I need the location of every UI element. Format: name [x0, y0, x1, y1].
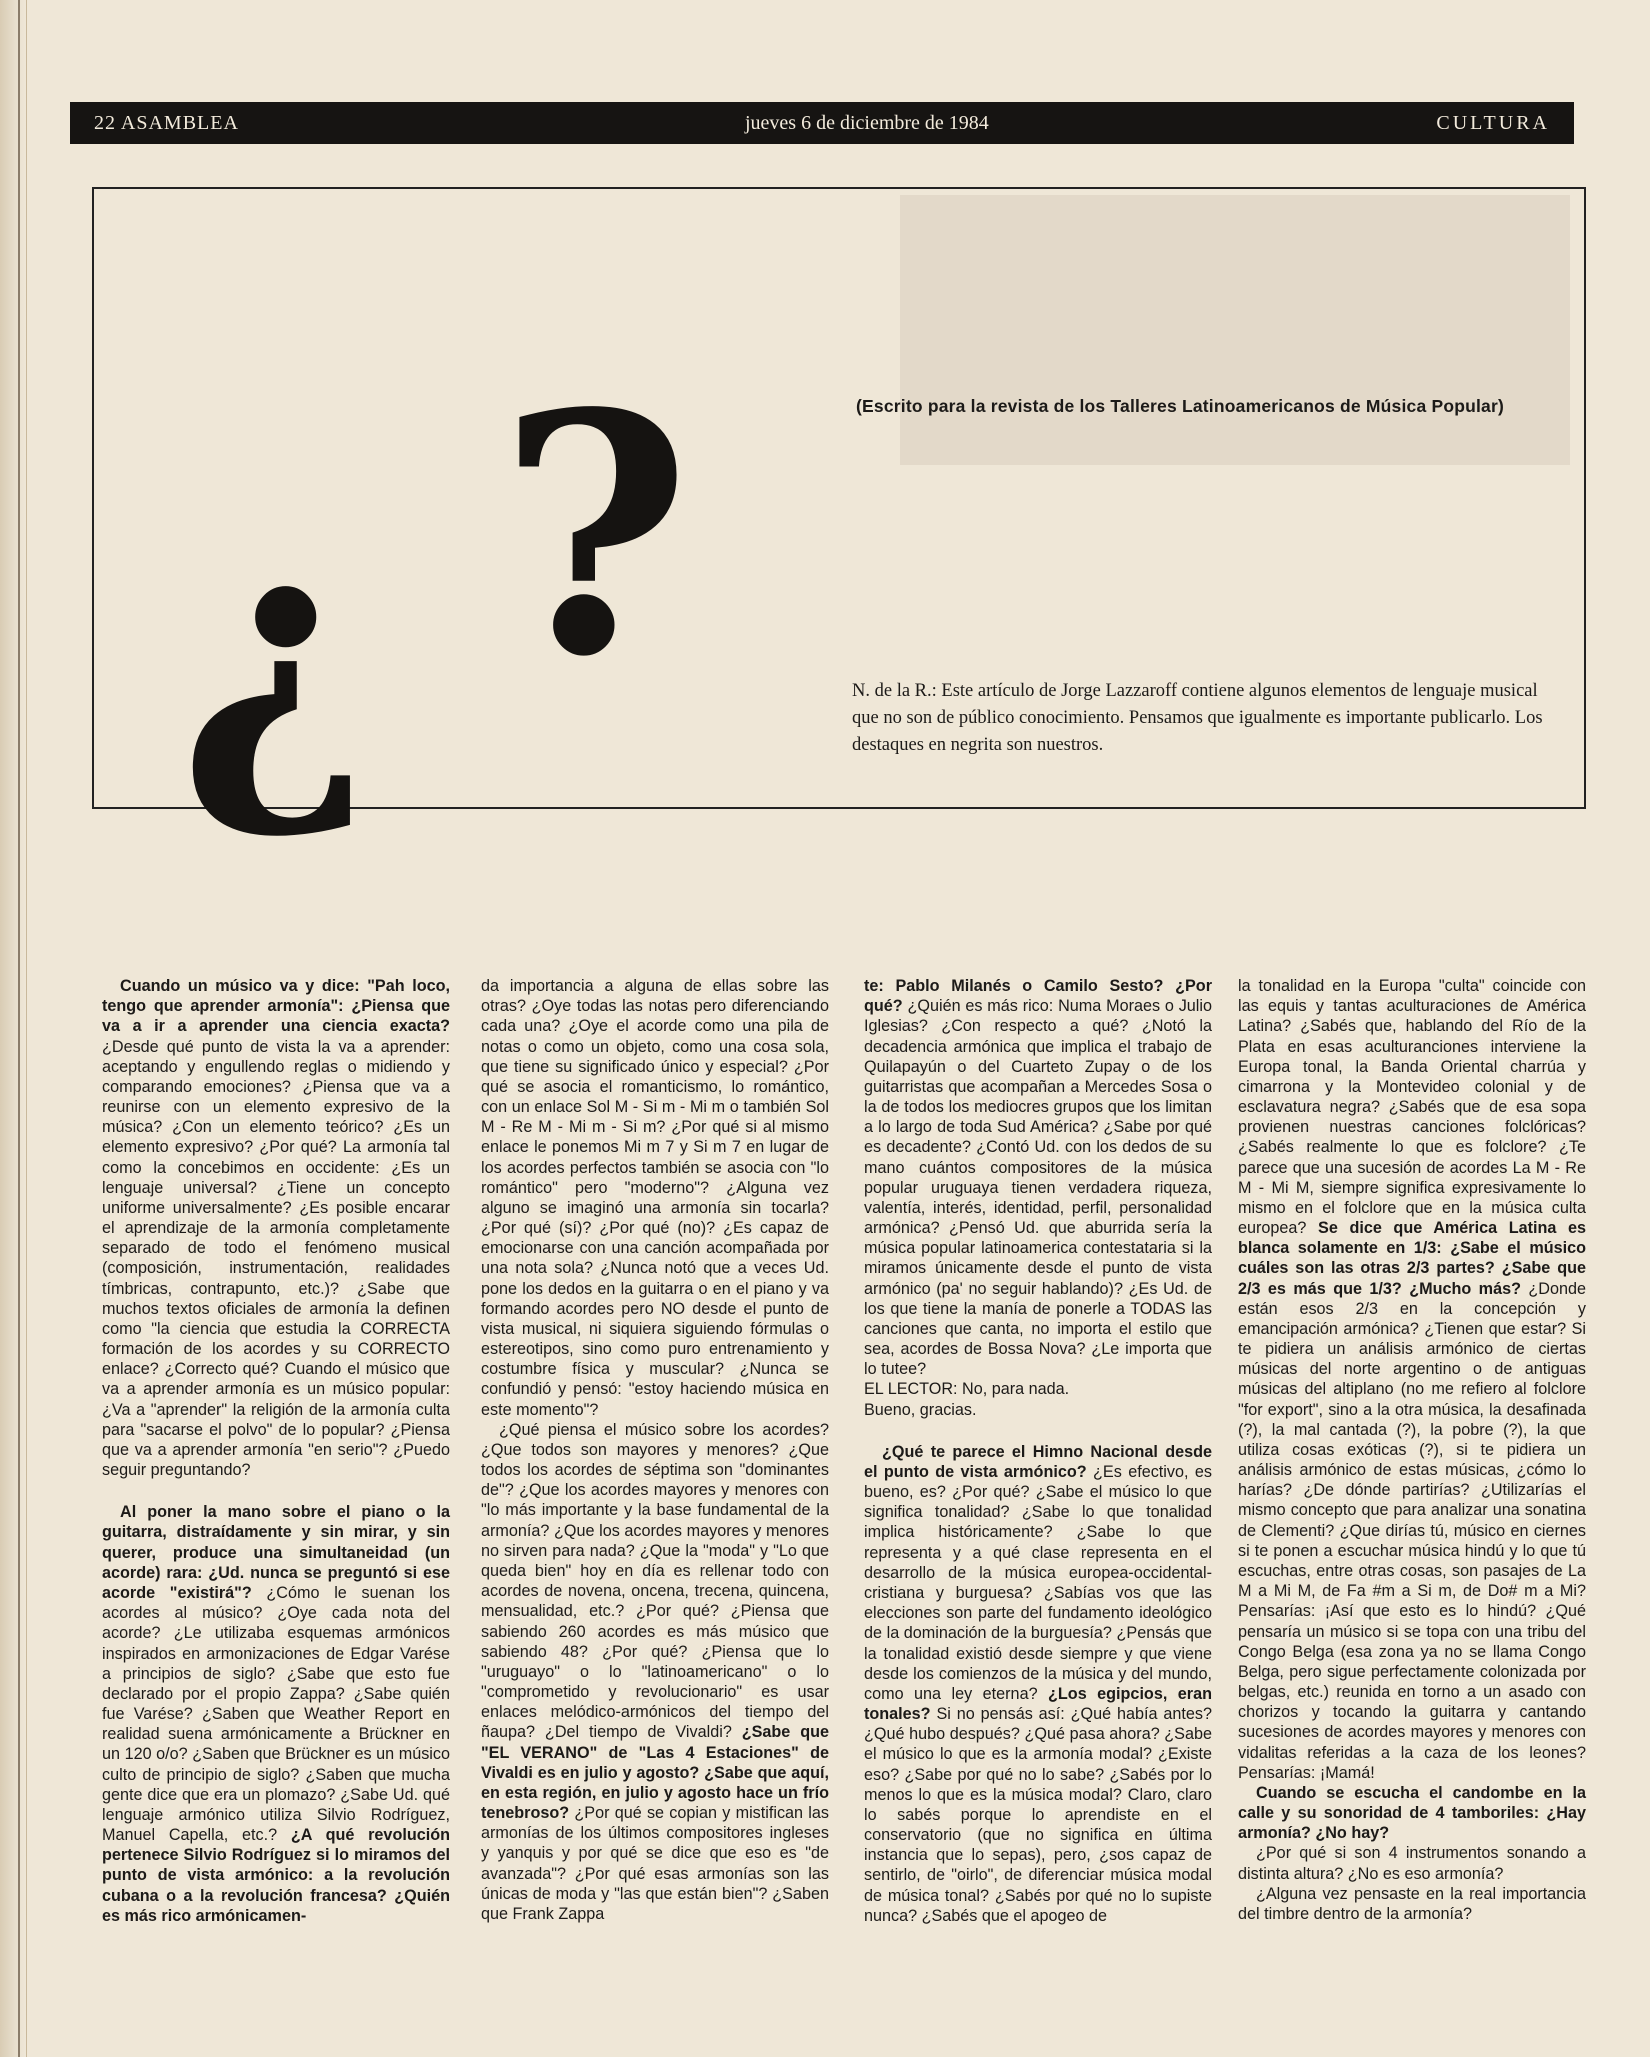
paragraph	[1238, 1884, 1586, 1924]
question-mark: ?	[498, 341, 692, 729]
body-text: ¿Por qué se copian y mistifican las armonías de los últimos compositores ingleses y yanquis y por qué se dice que eso es "de avanzada"? ¿Por qué esas armonías son las únicas de moda y "las que están bien"? ¿Saben que Frank Zappa	[481, 1804, 829, 1923]
paragraph	[864, 1400, 1212, 1420]
paragraph	[1238, 1843, 1586, 1883]
body-text: ¿Quién es más rico: Numa Moraes o Julio Iglesias? ¿Con respecto a qué? ¿Notó la decadencia armónica que implica el trabajo de Quilapayún o del Cuarteto Zupay o de los guitarristas que acompañan a Mercedes Sosa o la de todos los mediocres grupos que los limitan a lo largo de toda Sud América? ¿Sabe por qué es decadente? ¿Contó Ud. con los dedos de su mano cuántos compositores de la música popular uruguaya tienen verdadera riqueza, valentía, interés, identidad, perfil, personalidad armónica? ¿Pensó Ud. que aburrida sería la música popular latinoamerica contestataria si la miramos únicamente desde el punto de vista armónico (pa' no seguir hablando)? ¿Es Ud. de los que tiene la manía de ponerle a TODAS las canciones que canta, no importa el estilo que sea, acordes de Bossa Nova? ¿Le importa que lo tutee?	[864, 997, 1212, 1379]
article-column-3	[864, 976, 1212, 1926]
body-text: ¿Cómo le suenan los acordes al músico? ¿Oye cada nota del acorde? ¿Le utilizaba esquemas armónicos inspirados en armonizaciones de Edgar Varése a principios de siglo? ¿Sabe que esto fue declarado por el propio Zappa? ¿Sabe quién fue Varése? ¿Saben que Weather Report en realidad suena armónicamente a Brückner en un 120 o/o? ¿Saben que Brückner es un músico culto de principio de siglo? ¿Saben que mucha gente dice que era un plomazo? ¿Sabe Ud. qué lenguaje armónico utiliza Silvio Rodríguez, Manuel Capella, etc.?	[102, 1583, 450, 1845]
page-label: 22 ASAMBLEA	[94, 112, 239, 134]
bold-text: Al poner la mano sobre el piano o la guitarra, distraídamente y sin mirar, y sin querer, produce una simultaneidad (un acorde) rara: ¿Ud. nunca se preguntó si ese acorde "existirá"?	[102, 1503, 450, 1602]
page-fold-line	[18, 0, 20, 2057]
bold-text: Se dice que América Latina es blanca solamente en 1/3: ¿Sabe el músico cuáles son las otras 2/3 partes? ¿Sabe que 2/3 es más que 1/3? ¿Mucho más?	[1238, 1219, 1586, 1298]
body-text: Bueno, gracias.	[864, 1400, 977, 1419]
body-text: ¿Desde qué punto de vista la va a aprender: aceptando y engullendo reglas o midiendo y comparando emociones? ¿Piensa que va a reunirse con un elemento expresivo de la música? ¿Con un elemento teórico? ¿Es un elemento expresivo? ¿Por qué? La armonía tal como la concebimos en occidente: ¿Es un lenguaje universal? ¿Tiene un concepto uniforme universalmente? ¿Es posible encarar el aprendizaje de la armonía completamente separado de todo el fenómeno musical (composición, instrumentación, realidades tímbricas, contrapunto, etc.)? ¿Sabe que muchos textos oficiales de armonía la definen como "la ciencia que estudia la CORRECTA formación de los acordes y su CORRECTO enlace? ¿Correcto qué? Cuando el músico que va a aprender armonía es un músico popular: ¿Va a "aprender" la religión de la armonía culta para "sacarse el polvo" de lo popular? ¿Piensa que va a aprender armonía "en serio"? ¿Puedo seguir preguntando?	[102, 1037, 450, 1480]
page-edge	[0, 0, 27, 2057]
article-subtitle: (Escrito para la revista de los Talleres Latinoamericanos de Música Popular)	[856, 396, 1505, 416]
paragraph	[481, 976, 829, 1420]
body-text: ¿Qué piensa el músico sobre los acordes? ¿Que todos son mayores y menores? ¿Que todos los acordes de séptima son "dominantes de"? ¿Que los acordes mayores y menores con "lo más importante y la base fundamental de la armonía? ¿Que los acordes mayores y menores no sirven para nada? ¿Que la "moda" y "Lo que queda bien" hoy en día es rellenar todo con acordes de novena, oncena, trecena, quincena, mensualidad, etc.? ¿Por qué? ¿Piensa que sabiendo 260 acordes es más músico que sabiendo 48? ¿Por qué? ¿Piensa que lo "uruguayo" o lo "latinoamericano" o lo "comprometido y revolucionario" es usar enlaces melódico-armónicos del tiempo del ñaupa? ¿Del tiempo de Vivaldi?	[481, 1420, 829, 1742]
article-column-1	[102, 976, 450, 1926]
body-text: da importancia a alguna de ellas sobre las otras? ¿Oye todas las notas pero diferenciando cada una? ¿Oye el acorde como una pila de notas o como un objeto, como una cosa sola, que tiene su significado único y especial? ¿Por qué se asocia el romanticismo, lo romántico, con un enlace Sol M - Si m - Mi m o también Sol M - Re M - Mi m - Si m? ¿Por qué si al mismo enlace le ponemos Mi m 7 y Si m 7 en lugar de los acordes perfectos también se asocia con "lo romántico" pero "moderno"? ¿Alguna vez alguno se imaginó una armonía sin tocarla? ¿Por qué (sí)? ¿Por qué (no)? ¿Es capaz de emocionarse con una canción acompañada por una nota sola? ¿Nunca notó que a veces Ud. pone los dedos en la guitarra o en el piano y va formando acordes pero NO desde el punto de vista musical, ni siquiera siguiendo fórmulas o estereotipos, sino como puro entrenamiento y costumbre física y muscular? ¿Nunca se confundió y pensó: "estoy haciendo música en este momento"?	[481, 977, 829, 1419]
body-text: la tonalidad en la Europa "culta" coincide con las equis y tantas aculturaciones de América Latina? ¿Sabés que, hablando del Río de la Plata en esas aculturanciones interviene la Europa tonal, la Banda Oriental charrúa y cimarrona y la Montevideo colonial y de esclavatura negra? ¿Sabés que de esa sopa provienen nuestras canciones folclóricas? ¿Sabés realmente lo que es folclore? ¿Te parece que una sucesión de acordes La M - Re M - Mi M, siempre significa expresivamente lo mismo en el folclore que en la música culta europea?	[1238, 977, 1586, 1238]
article-column-2	[481, 976, 829, 1924]
body-text: EL LECTOR: No, para nada.	[864, 1380, 1070, 1399]
bold-text: Cuando se escucha el candombe en la calle y su sonoridad de 4 tamboriles: ¿Hay armonía? ¿No hay?	[1238, 1783, 1586, 1843]
editor-note: N. de la R.: Este artículo de Jorge Lazzaroff contiene algunos elementos de lenguaje musical que no son de público conocimiento. Pensamos que igualmente es importante publicarlo. Los destaques en negrita son nuestros.	[852, 681, 1543, 755]
issue-date: jueves 6 de diciembre de 1984	[745, 112, 989, 134]
body-text: ¿Por qué si son 4 instrumentos sonando a distinta altura? ¿No es eso armonía?	[1238, 1844, 1586, 1883]
bold-text: ¿Los egipcios, eran tonales?	[864, 1684, 1212, 1724]
bold-text: ¿A qué revolución pertenece Silvio Rodríguez si lo miramos del punto de vista armónico: a la revolución cubana o a la revolución francesa? ¿Quién es más rico armónicamen-	[102, 1826, 450, 1925]
body-text: Si no pensás así: ¿Qué había antes? ¿Qué hubo después? ¿Qué pasa ahora? ¿Sabe el músico lo que es la armonía modal? ¿Existe eso? ¿Sabe por qué no lo sabe? ¿Sabés por lo menos lo que es la música modal? Claro, claro lo sabés porque lo aprendiste en el conservatorio (que no significa en última instancia que lo sepas), pero, ¿sos capaz de sentirlo, de "oirlo", de diferenciar música modal de música tonal? ¿Sabés por qué no lo supiste nunca? ¿Sabés que el apogeo de	[864, 1705, 1212, 1925]
paragraph	[864, 976, 1212, 1379]
article-column-4	[1238, 976, 1586, 1924]
paragraph	[1238, 1783, 1586, 1844]
body-text: ¿Donde están esos 2/3 en la concepción y emancipación armónica? ¿Tienen que estar? Si te pidiera un análisis armónico de ciertas músicas del norte argentino o de antiguas músicas del altiplano (no me refiero al folclore "for export", sino a la otra música, la desafinada (?), la mal cantada (?), la pobre (?), la que utiliza cosas exóticas (?), si te pidiera un análisis armónico de estas músicas, ¿cómo lo harías? ¿De dónde partirías? ¿Utilizarías el mismo concepto que para analizar una sonatina de Clementi? ¿Que dirías tú, músico en ciernes si te ponen a escuchar música hindú y lo que tú escuchas, entre otras cosas, son pasajes de La M a Mi M, de Fa #m a Si m, de Do# m a Mi? Pensarías: ¡Así que esto es lo hindú? ¿Qué pensaría un músico si se topa con una tribu del Congo Belga (esa zona ya no se llama Congo Belga, pero sigue perfectamente colonizada por belgas, etc.) reunida en torno a un asado con chorizos y tocando la guitarra y cantando sucesiones de acordes mayores y menores con vidalitas referidas a la caza de los leones? Pensarías: ¡Mamá!	[1238, 1279, 1587, 1782]
paragraph	[102, 976, 450, 1480]
body-text: ¿Alguna vez pensaste en la real importancia del timbre dentro de la armonía?	[1238, 1884, 1586, 1923]
paragraph	[102, 1502, 450, 1926]
paragraph	[864, 1442, 1212, 1926]
body-text: ¿Es efectivo, es bueno, es? ¿Por qué? ¿Sabe el músico lo que significa tonalidad? ¿Sabe lo que tonalidad implica históricamente? ¿Sabe lo que representa y a qué clase representa en el desarrollo de la música europea-occidental-cristiana y burguesa? ¿Sabías vos que las elecciones son parte del fundamento ideológico de la dominación de la burguesía? ¿Pensás que la tonalidad existió desde siempre y que viene desde los comienzos de la música y del mundo, como una ley eterna?	[864, 1462, 1212, 1703]
paragraph	[481, 1420, 829, 1924]
page-header	[70, 102, 1574, 144]
bold-text: ¿Qué te parece el Himno Nacional desde el punto de vista armónico?	[864, 1442, 1212, 1481]
bold-text: te: Pablo Milanés o Camilo Sesto? ¿Por qué?	[864, 977, 1212, 1016]
bold-text: ¿Sabe que "EL VERANO" de "Las 4 Estaciones" de Vivaldi es en julio y agosto? ¿Sabe que aquí, en esta región, en julio y agosto hace un frío tenebroso?	[481, 1723, 830, 1823]
paragraph	[864, 1379, 1212, 1399]
inverted-question-mark: ¿	[178, 461, 372, 849]
bold-text: Cuando un músico va y dice: "Pah loco, tengo que aprender armonía": ¿Piensa que va a ir a aprender una ciencia exacta?	[102, 977, 450, 1036]
section-label: CULTURA	[1436, 112, 1550, 134]
paragraph	[1238, 976, 1586, 1783]
